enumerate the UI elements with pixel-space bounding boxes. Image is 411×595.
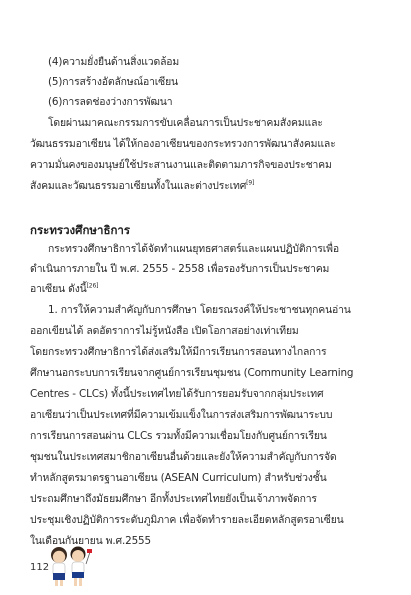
footnote-ref: [26] [86,282,99,290]
children-mascot-icon [46,544,92,588]
list-item-6: (6)การลดช่องว่างการพัฒนา [48,96,173,108]
intro-line-1: โดยผ่านมาคณะกรรมการขับเคลื่อนการเป็นประชาคมสังคมและ [48,117,323,129]
point-one-line-4: ศึกษานอกระบบการเรียนจากศูนย์การเรียนชุมชน (Community Learning [30,367,354,379]
intro-line-4-text: สังคมและวัฒนธรรมอาเซียนทั้งในและต่างประเทศ [30,180,247,192]
point-one-line-5: Centres - CLCs) ทั้งนี้ประเทศไทยได้รับการยอมรับจากกลุ่มประเทศ [30,388,324,400]
footnote-ref: [9] [246,179,255,187]
section-intro-line-3-text: อาเซียน ดังนี้ [30,283,87,295]
list-item-5: (5)การสร้างอัตลักษณ์อาเซียน [48,76,178,88]
section-intro-line-1: กระทรวงศึกษาธิการได้จัดทำแผนยุทธศาสตร์และแผนปฏิบัติการเพื่อ [48,243,339,255]
section-heading: กระทรวงศึกษาธิการ [30,223,131,237]
intro-line-3: ความมั่นคงของมนุษย์ใช้ประสานงานและติดตามภารกิจของประชาคม [30,159,332,171]
section-intro-line-3 [30,282,98,296]
point-one-line-12: ในเดือนกันยายน พ.ศ.2555 [30,535,151,547]
point-one-line-10: ประถมศึกษาถึงมัธยมศึกษา อีกทั้งประเทศไทยยังเป็นเจ้าภาพจัดการ [30,493,317,505]
point-one-line-3: โดยกระทรวงศึกษาธิการได้ส่งเสริมให้มีการเรียนการสอนทางไกลการ [30,346,327,358]
point-one-line-8: ชุมชนในประเทศสมาชิกอาเซียนอื่นด้วยและยังให้ความสำคัญกับการจัด [30,451,337,463]
intro-line-4 [30,179,254,193]
page-number: 112 [30,562,50,573]
list-item-4: (4)ความยั่งยืนด้านสิ่งแวดล้อม [48,56,180,68]
point-one-line-6: อาเซียนว่าเป็นประเทศที่มีความเข้มแข็งในการส่งเสริมการพัฒนาระบบ [30,409,333,421]
point-one-line-9: ทำหลักสูตรมาตรฐานอาเซียน (ASEAN Curriculum) สำหรับช่วงชั้น [30,472,327,484]
section-intro-line-2: ดำเนินการภายใน ปี พ.ศ. 2555 - 2558 เพื่อรองรับการเป็นประชาคม [30,263,330,275]
point-one-line-2: ออกเขียนได้ ลดอัตราการไม่รู้หนังสือ เปิดโอกาสอย่างเท่าเทียม [30,325,299,337]
point-one-line-1: 1. การให้ความสำคัญกับการศึกษา โดยรณรงค์ให้ประชาชนทุกคนอ่าน [48,304,351,316]
intro-line-2: วัฒนธรรมอาเซียน ได้ให้กองอาเซียนของกระทรวงการพัฒนาสังคมและ [30,138,336,150]
point-one-line-7: การเรียนการสอนผ่าน CLCs รวมทั้งมีความเชื่อมโยงกับศูนย์การเรียน [30,430,327,442]
point-one-line-11: ประชุมเชิงปฏิบัติการระดับภูมิภาค เพื่อจัดทำรายละเอียดหลักสูตรอาเซียน [30,514,344,526]
